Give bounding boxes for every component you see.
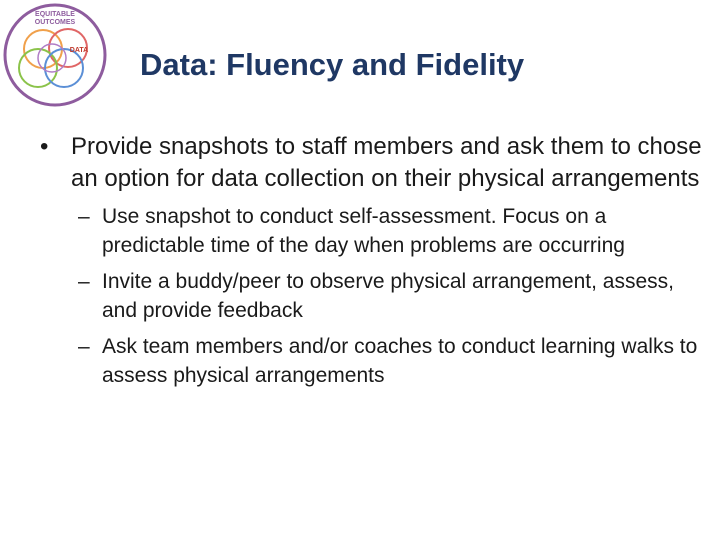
- venn-logo-icon: [2, 2, 108, 108]
- sub-bullet-mark: –: [78, 205, 90, 228]
- slide-title: Data: Fluency and Fidelity: [140, 47, 525, 82]
- main-bullet: [40, 131, 705, 195]
- sub-bullet-text: Ask team members and/or coaches to conduct learning walks to assess physical arrangements: [102, 335, 698, 387]
- sub-bullet: [78, 267, 702, 325]
- sub-bullet-text: Use snapshot to conduct self-assessment. Focus on a predictable time of the day when problems are occurring: [102, 205, 625, 257]
- slide-body: [40, 131, 705, 397]
- sub-bullet-list: [40, 202, 705, 390]
- logo-text-line1: EQUITABLE: [35, 11, 75, 18]
- logo-text-line2: OUTCOMES: [34, 19, 76, 26]
- logo-circle-blue: [45, 49, 83, 87]
- sub-bullet-text: Invite a buddy/peer to observe physical arrangement, assess, and provide feedback: [102, 270, 674, 322]
- sub-bullet: [78, 332, 702, 390]
- sub-bullet-mark: –: [78, 270, 90, 293]
- sub-bullet-mark: –: [78, 335, 90, 358]
- logo-text-inner: DATA: [69, 47, 89, 54]
- bullet-mark: •: [40, 133, 49, 160]
- main-bullet-text: Provide snapshots to staff members and ask them to chose an option for data collection on their physical arrangements: [71, 133, 702, 192]
- equitable-outcomes-logo: [2, 2, 108, 108]
- sub-bullet: [78, 202, 702, 260]
